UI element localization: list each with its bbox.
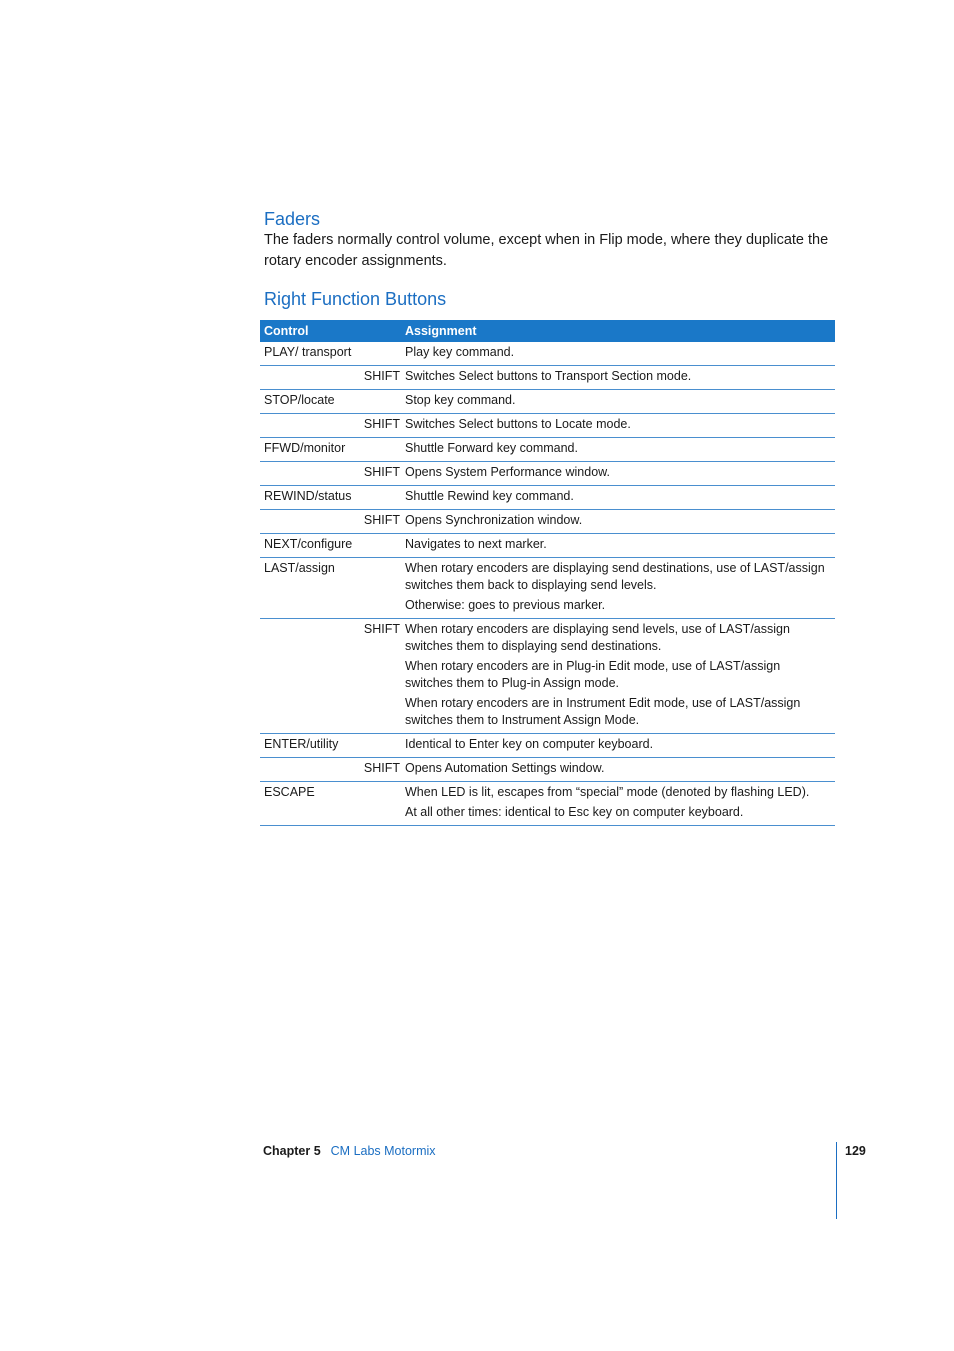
control-name: FFWD/monitor [264,441,346,455]
table-row [260,734,835,758]
control-name: NEXT/configure [264,537,353,551]
table-header [260,320,835,342]
control-cell [260,416,405,433]
control-cell [260,392,405,409]
faders-description: The faders normally control volume, except when in Flip mode, where they duplicate the rotary encoder assignments. [264,232,829,269]
table-row [260,438,835,462]
assignment-text: When LED is lit, escapes from “special” mode (denoted by flashing LED). [405,785,810,799]
header-assignment: Assignment [405,324,477,338]
table-row [260,619,835,734]
table-row [260,758,835,782]
assignment-text: When rotary encoders are displaying send levels, use of LAST/assign switches them to displaying send destinations. [405,622,790,653]
assignment-cell [405,464,835,481]
modifier-label: SHIFT [363,369,400,383]
assignment-cell [405,560,835,614]
control-cell [260,464,405,481]
assignment-text: Opens Synchronization window. [405,513,583,527]
table-body [260,342,835,826]
faders-heading: Faders [264,209,321,229]
assignment-text: Switches Select buttons to Locate mode. [405,417,631,431]
assignment-text: Switches Select buttons to Transport Section mode. [405,369,692,383]
assignment-cell [405,488,835,505]
table-row [260,486,835,510]
table-row [260,534,835,558]
assignment-text: Shuttle Rewind key command. [405,489,574,503]
footer-chapter-title: CM Labs Motormix [330,1144,436,1158]
control-cell [260,488,405,505]
assignment-cell [405,344,835,361]
control-name: ESCAPE [264,785,315,799]
assignment-text: Opens System Performance window. [405,465,610,479]
assignment-text: Stop key command. [405,393,516,407]
control-name: PLAY/ transport [264,345,352,359]
footer-chapter: Chapter 5 [263,1144,321,1158]
table-row [260,366,835,390]
table-row [260,462,835,486]
table-row [260,390,835,414]
assignment-text: When rotary encoders are in Plug-in Edit mode, use of LAST/assign switches them to Plug-in Assign mode. [405,659,781,690]
assignment-text: Opens Automation Settings window. [405,761,605,775]
table-row [260,558,835,619]
page-footer [263,1143,436,1160]
table-row [260,342,835,366]
control-cell [260,760,405,777]
assignment-text: Navigates to next marker. [405,537,547,551]
control-cell [260,736,405,753]
assignment-text: Identical to Enter key on computer keyboard. [405,737,654,751]
assignment-text: When rotary encoders are displaying send destinations, use of LAST/assign switches them back to displaying send levels. [405,561,825,592]
control-name: REWIND/status [264,489,352,503]
right-function-buttons-table [260,320,835,826]
control-cell [260,344,405,361]
assignment-cell [405,536,835,553]
control-name: ENTER/utility [264,737,339,751]
assignment-cell [405,621,835,729]
assignment-text: When rotary encoders are in Instrument Edit mode, use of LAST/assign switches them to Instrument Assign Mode. [405,696,801,727]
modifier-label: SHIFT [363,761,400,775]
control-cell [260,621,405,729]
table-row [260,510,835,534]
assignment-cell [405,736,835,753]
control-cell [260,512,405,529]
assignment-cell [405,760,835,777]
assignment-text: Otherwise: goes to previous marker. [405,598,606,612]
modifier-label: SHIFT [363,513,400,527]
control-cell [260,536,405,553]
table-row [260,414,835,438]
modifier-label: SHIFT [363,417,400,431]
assignment-text: Play key command. [405,345,515,359]
modifier-label: SHIFT [363,622,400,636]
assignment-cell [405,368,835,385]
page-number: 129 [845,1144,866,1158]
control-name: STOP/locate [264,393,335,407]
header-control: Control [264,324,309,338]
right-function-buttons-heading: Right Function Buttons [264,289,447,309]
control-cell [260,784,405,821]
assignment-text: At all other times: identical to Esc key on computer keyboard. [405,805,744,819]
control-name: LAST/assign [264,561,335,575]
table-row [260,782,835,826]
modifier-label: SHIFT [363,465,400,479]
assignment-cell [405,440,835,457]
assignment-cell [405,784,835,821]
assignment-cell [405,512,835,529]
assignment-text: Shuttle Forward key command. [405,441,578,455]
footer-divider [836,1142,837,1219]
assignment-cell [405,392,835,409]
assignment-cell [405,416,835,433]
control-cell [260,440,405,457]
control-cell [260,368,405,385]
control-cell [260,560,405,614]
